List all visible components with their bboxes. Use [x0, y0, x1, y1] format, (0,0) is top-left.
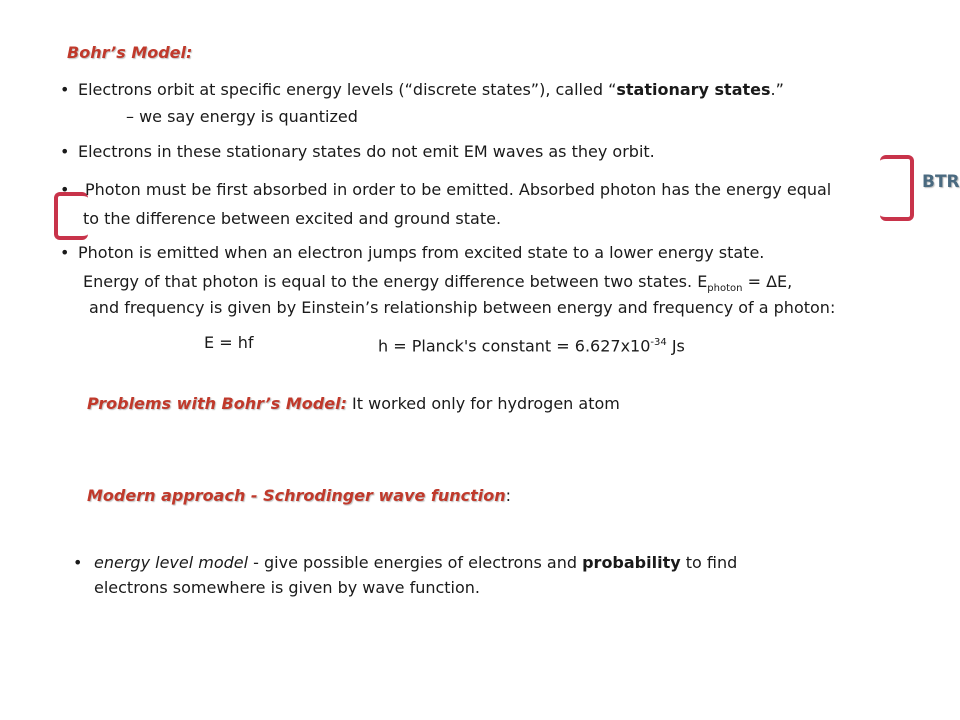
bullet-photon-absorbed-line2: to the difference between excited and ground state. — [83, 209, 502, 228]
wave-function-line: electrons somewhere is given by wave function. — [94, 578, 481, 597]
planck-unit: Js — [666, 336, 685, 356]
bohr-model-heading-colon: : — [186, 43, 193, 62]
problems-heading-colon: : — [340, 394, 347, 413]
problems-text: It worked only for hydrogen atom — [346, 394, 620, 413]
bullet-stationary-states — [60, 80, 784, 100]
modern-approach-colon: : — [505, 486, 512, 505]
energy-level-model-term: energy level model — [94, 553, 249, 572]
bullet-no-em-waves — [60, 142, 655, 162]
bohr-model-heading-text: Bohr’s Model — [67, 43, 187, 62]
photon-energy-delta: = ΔE, — [742, 272, 793, 291]
einstein-relationship-line: and frequency is given by Einstein’s relationship between energy and frequency of a photon: — [89, 298, 836, 317]
right-bracket-highlight — [880, 155, 914, 221]
photon-energy-text: Energy of that photon is equal to the energy difference between two states. E — [83, 272, 708, 291]
bullet-dot: • — [60, 180, 70, 199]
problems-line — [87, 394, 620, 414]
bullet-dot: • — [60, 80, 70, 99]
bullet-stationary-states-post: .” — [770, 80, 784, 99]
modern-approach-heading — [87, 486, 511, 506]
bullet-photon-absorbed-line1: Photon must be first absorbed in order to be emitted. Absorbed photon has the energy equal — [85, 180, 832, 199]
bullet-stationary-states-pre: Electrons orbit at specific energy levels (“discrete states”), called “ — [78, 80, 617, 99]
equation-formula: E = hf — [204, 333, 254, 352]
photon-energy-line — [83, 272, 792, 299]
bullet-dot: • — [60, 243, 70, 262]
bullet-energy-level-model — [73, 553, 737, 573]
bullet-photon-emitted — [60, 243, 764, 263]
planck-exponent: -34 — [650, 337, 667, 348]
energy-quantized-note: – we say energy is quantized — [126, 107, 358, 126]
energy-level-model-mid: - give possible energies of electrons and — [248, 553, 583, 572]
energy-level-model-post: to find — [680, 553, 738, 572]
modern-approach-heading-text: Modern approach - Schrodinger wave function — [87, 486, 506, 505]
bullet-no-em-waves-text: Electrons in these stationary states do not emit EM waves as they orbit. — [78, 142, 655, 161]
probability-term: probability — [582, 553, 681, 572]
bullet-photon-absorbed — [60, 180, 831, 200]
bullet-photon-emitted-line1: Photon is emitted when an electron jumps from excited state to a lower energy state. — [78, 243, 765, 262]
planck-constant-text: h = Planck's constant = 6.627x10 — [378, 336, 651, 356]
bullet-dot: • — [73, 553, 83, 572]
stationary-states-term: stationary states — [616, 80, 771, 99]
btr-label: BTR — [922, 172, 960, 192]
bullet-dot: • — [60, 142, 70, 161]
planck-constant — [378, 333, 685, 356]
problems-heading: Problems with Bohr’s Model — [87, 394, 341, 413]
bohr-model-heading — [67, 43, 192, 62]
photon-subscript: photon — [707, 283, 743, 295]
